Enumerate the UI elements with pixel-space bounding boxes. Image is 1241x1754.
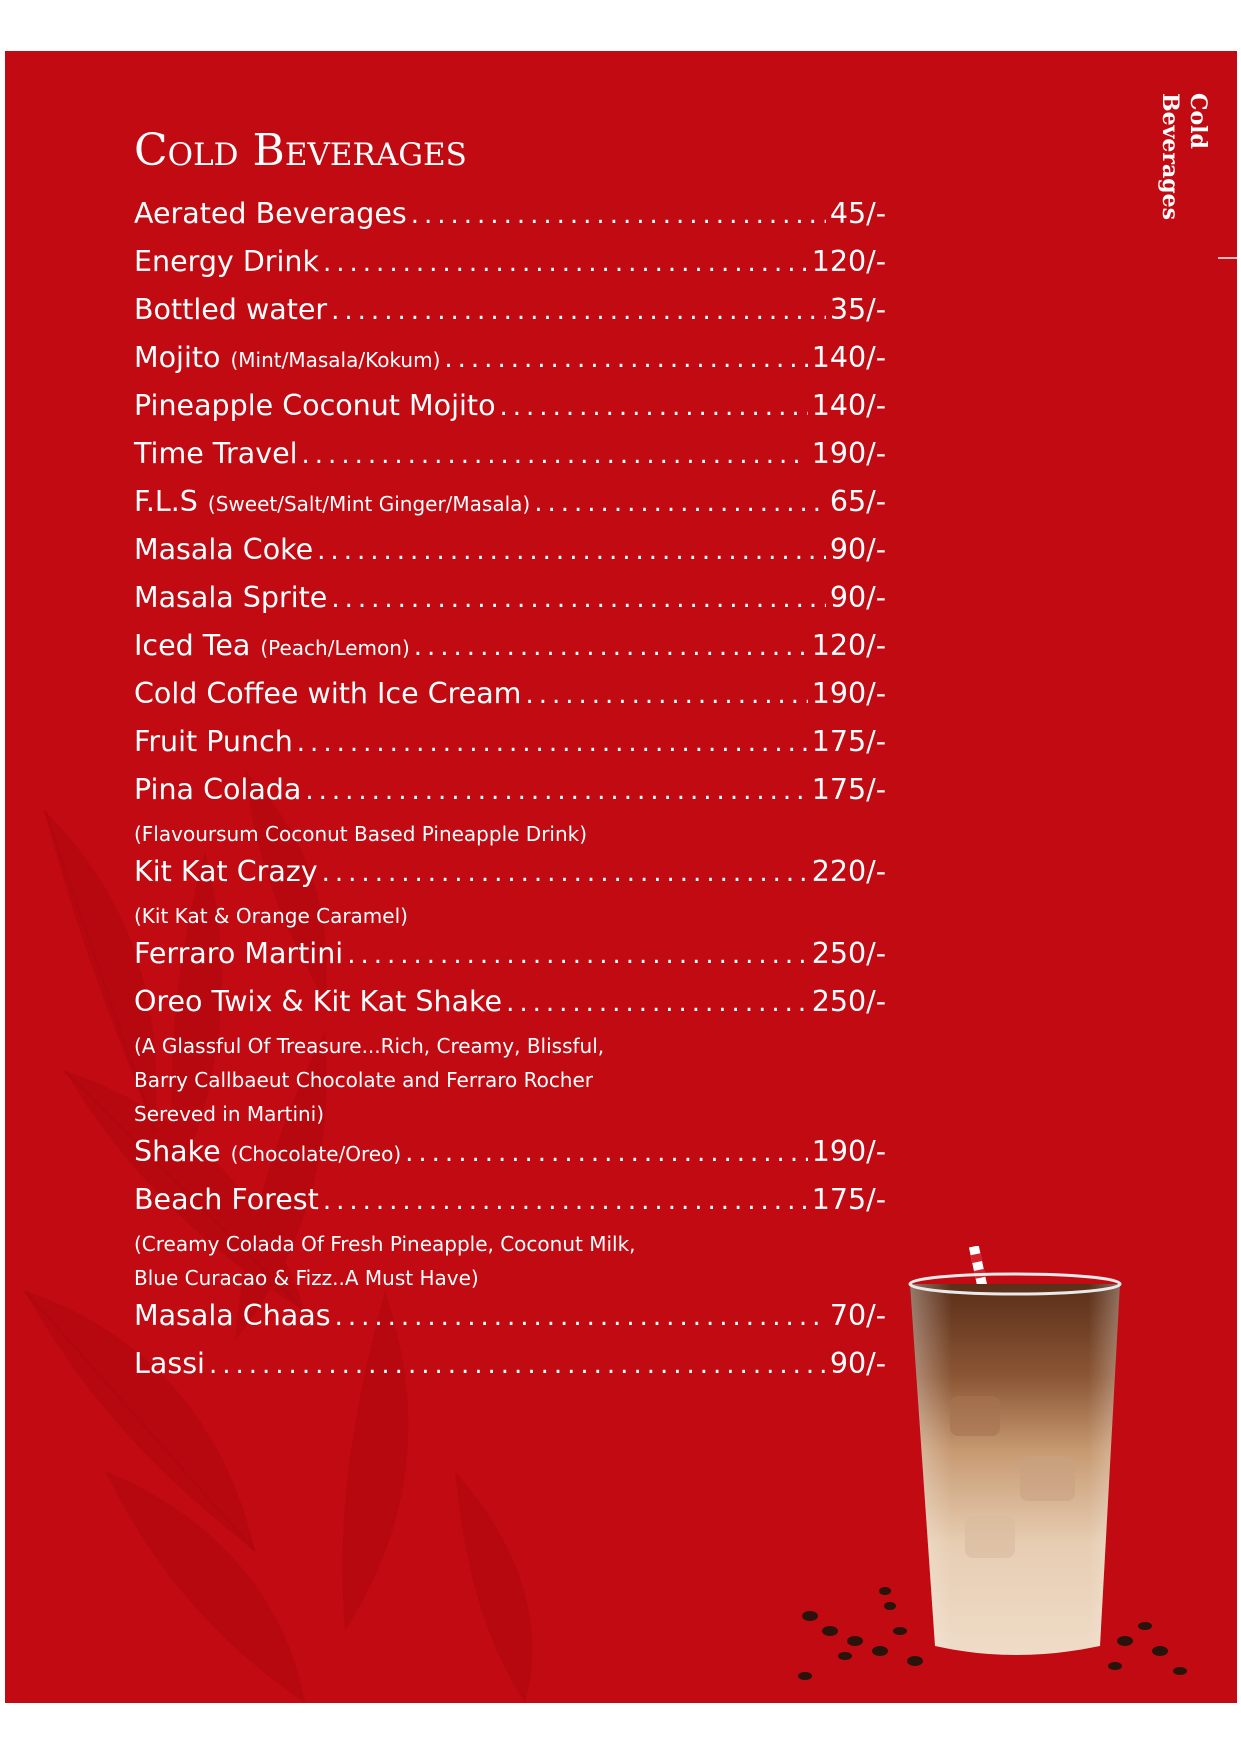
- description-line: (Flavoursum Coconut Based Pineapple Drink): [134, 822, 588, 846]
- dot-leader: [335, 1302, 826, 1332]
- dot-leader: [331, 296, 826, 326]
- menu-item-options: (Peach/Lemon): [260, 636, 410, 660]
- menu-item-name: Energy Drink: [134, 245, 319, 278]
- menu-page: [5, 51, 1237, 1703]
- description-line: (Kit Kat & Orange Caramel): [134, 904, 408, 928]
- side-tab: [1148, 93, 1218, 263]
- menu-item-name: Beach Forest: [134, 1183, 319, 1216]
- menu-item-description: [134, 1227, 886, 1295]
- menu-item: [134, 485, 886, 533]
- menu-item: [134, 533, 886, 581]
- menu-item-options: (Chocolate/Oreo): [230, 1142, 402, 1166]
- menu-item-price: 45/-: [829, 197, 886, 230]
- menu-item-price: 90/-: [829, 581, 886, 614]
- dot-leader: [500, 392, 808, 422]
- menu-item-name: Time Travel: [134, 437, 298, 470]
- menu-list: [134, 197, 886, 1395]
- menu-item-name: Fruit Punch: [134, 725, 293, 758]
- menu-item-name: Iced Tea: [134, 629, 251, 662]
- dot-leader: [297, 728, 808, 758]
- menu-item: [134, 855, 886, 903]
- menu-item-price: 175/-: [811, 725, 886, 758]
- menu-item: [134, 985, 886, 1033]
- side-tab-line-2: Beverages: [1157, 93, 1183, 220]
- menu-item-price: 190/-: [811, 1135, 886, 1168]
- menu-item-name: Masala Sprite: [134, 581, 328, 614]
- menu-item-options: (Sweet/Salt/Mint Ginger/Masala): [207, 492, 531, 516]
- dot-leader: [305, 776, 807, 806]
- menu-item: [134, 629, 886, 677]
- description-line: (A Glassful Of Treasure...Rich, Creamy, Blissful,: [134, 1034, 605, 1058]
- menu-item-price: 35/-: [829, 293, 886, 326]
- menu-item-name: Bottled water: [134, 293, 328, 326]
- menu-item-name: Aerated Beverages: [134, 197, 407, 230]
- menu-item-price: 190/-: [811, 677, 886, 710]
- menu-item-price: 120/-: [811, 245, 886, 278]
- dot-leader: [323, 248, 808, 278]
- menu-item-price: 65/-: [829, 485, 886, 518]
- menu-item: [134, 341, 886, 389]
- menu-item: [134, 1347, 886, 1395]
- menu-item: [134, 389, 886, 437]
- menu-item-price: 140/-: [811, 389, 886, 422]
- menu-item-price: 175/-: [811, 1183, 886, 1216]
- menu-item-description: [134, 817, 886, 851]
- menu-item: [134, 197, 886, 245]
- menu-item-price: 70/-: [829, 1299, 886, 1332]
- menu-item-price: 90/-: [829, 533, 886, 566]
- dot-leader: [525, 680, 807, 710]
- menu-item-price: 140/-: [811, 341, 886, 374]
- menu-item-name: Ferraro Martini: [134, 937, 344, 970]
- menu-item-name: Cold Coffee with Ice Cream: [134, 677, 522, 710]
- dot-leader: [347, 940, 808, 970]
- side-tab-rule: [1218, 257, 1237, 259]
- menu-item: [134, 1299, 886, 1347]
- dot-leader: [322, 858, 808, 888]
- dot-leader: [414, 632, 808, 662]
- menu-item-price: 250/-: [811, 937, 886, 970]
- menu-item: [134, 581, 886, 629]
- dot-leader: [331, 584, 826, 614]
- menu-item-name: Lassi: [134, 1347, 205, 1380]
- menu-item: [134, 293, 886, 341]
- dot-leader: [444, 344, 807, 374]
- side-tab-line-1: Cold: [1185, 93, 1211, 149]
- description-line: Barry Callbaeut Chocolate and Ferraro Rocher: [134, 1068, 594, 1092]
- menu-item-name: Pina Colada: [134, 773, 302, 806]
- menu-item: [134, 937, 886, 985]
- menu-item-name: Masala Chaas: [134, 1299, 331, 1332]
- menu-item-name: Masala Coke: [134, 533, 314, 566]
- menu-item: [134, 1183, 886, 1231]
- dot-leader: [405, 1138, 808, 1168]
- menu-item-price: 220/-: [811, 855, 886, 888]
- menu-item-name: Oreo Twix & Kit Kat Shake: [134, 985, 503, 1018]
- dot-leader: [317, 536, 826, 566]
- menu-item-options: (Mint/Masala/Kokum): [230, 348, 441, 372]
- description-line: (Creamy Colada Of Fresh Pineapple, Coconut Milk,: [134, 1232, 636, 1256]
- menu-item-price: 175/-: [811, 773, 886, 806]
- menu-item-price: 90/-: [829, 1347, 886, 1380]
- menu-item-name: F.L.S: [134, 485, 198, 518]
- menu-item-description: [134, 899, 886, 933]
- dot-leader: [209, 1350, 826, 1380]
- page-title: Cold Beverages: [134, 125, 467, 176]
- menu-item-name: Mojito: [134, 341, 221, 374]
- menu-item: [134, 437, 886, 485]
- menu-item: [134, 725, 886, 773]
- menu-item: [134, 773, 886, 821]
- menu-item-price: 190/-: [811, 437, 886, 470]
- menu-item-price: 120/-: [811, 629, 886, 662]
- dot-leader: [323, 1186, 808, 1216]
- menu-item-name: Shake: [134, 1135, 221, 1168]
- description-line: Sereved in Martini): [134, 1102, 325, 1126]
- menu-item-price: 250/-: [811, 985, 886, 1018]
- menu-item-name: Pineapple Coconut Mojito: [134, 389, 496, 422]
- dot-leader: [506, 988, 808, 1018]
- menu-item: [134, 245, 886, 293]
- dot-leader: [302, 440, 808, 470]
- menu-item: [134, 677, 886, 725]
- description-line: Blue Curacao & Fizz..A Must Have): [134, 1266, 479, 1290]
- menu-item-description: [134, 1029, 886, 1131]
- iced-coffee-glass-image: [785, 1246, 1195, 1703]
- menu-item-name: Kit Kat Crazy: [134, 855, 318, 888]
- dot-leader: [411, 200, 826, 230]
- dot-leader: [534, 488, 826, 518]
- menu-item: [134, 1135, 886, 1183]
